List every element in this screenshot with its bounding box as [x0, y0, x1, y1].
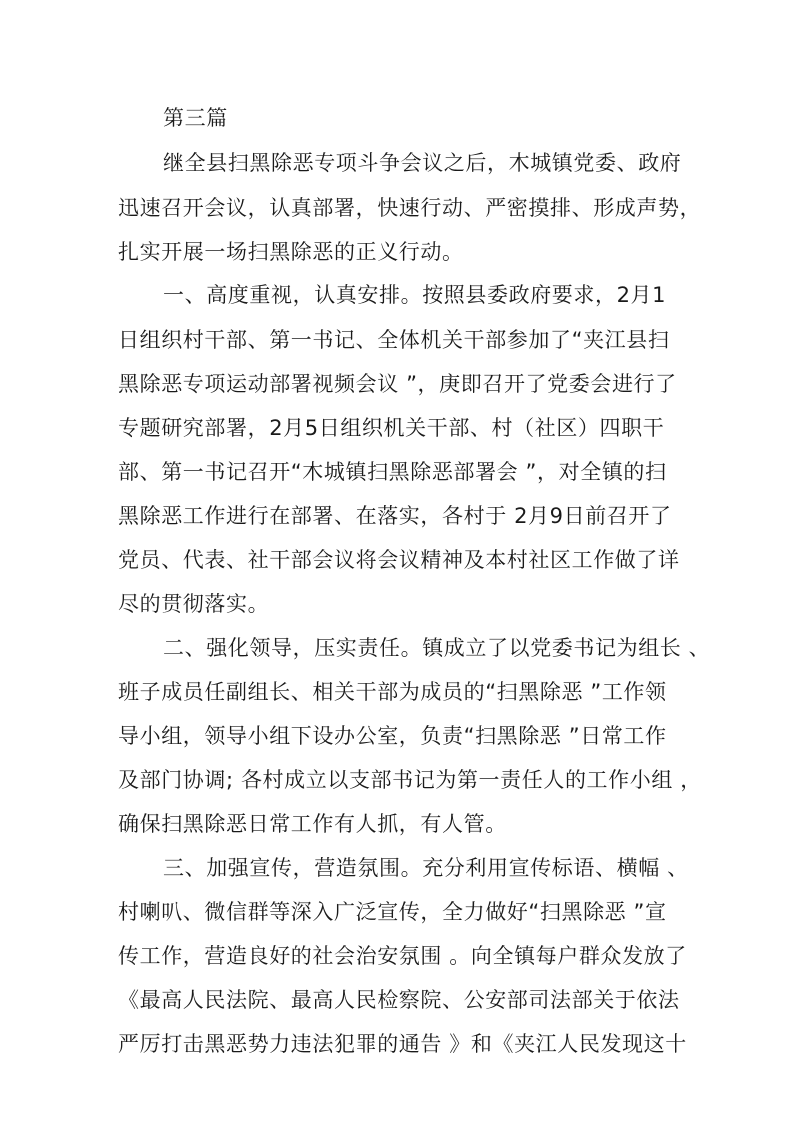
paragraph-three-line: 传工作，营造良好的社会治安氛围 。向全镇每户群众发放了: [118, 944, 687, 968]
paragraph-one-line: 部、第一书记召开“木城镇扫黑除恶部署会 ”，对全镇的扫: [118, 460, 667, 484]
paragraph-three-line: 村喇叭、微信群等深入广泛宣传，全力做好“扫黑除恶 ”宣: [118, 900, 667, 924]
document-heading: 第三篇: [163, 106, 228, 130]
paragraph-one-line: 日组织村干部、第一书记、全体机关干部参加了“夹江县扫: [118, 328, 670, 352]
paragraph-two-line: 二、强化领导，压实责任。镇成立了以党委书记为组长 、: [163, 636, 711, 660]
paragraph-one-line: 黑除恶专项运动部署视频会议 ”，庚即召开了党委会进行了: [118, 372, 677, 396]
paragraph-two-line: 确保扫黑除恶日常工作有人抓，有人管。: [118, 812, 507, 836]
paragraph-one-line: 党员、代表、社干部会议将会议精神及本村社区工作做了详: [118, 548, 680, 572]
paragraph-intro-line: 迅速召开会议，认真部署，快速行动、严密摸排、形成声势，: [118, 196, 702, 220]
paragraph-intro-line: 继全县扫黑除恶专项斗争会议之后，木城镇党委、政府: [163, 151, 682, 175]
paragraph-three-line: 三、加强宣传，营造氛围。充分利用宣传标语、横幅 、: [163, 856, 689, 880]
paragraph-three-line: 《最高人民法院、最高人民检察院、公安部司法部关于依法: [118, 988, 680, 1012]
paragraph-one-line: 一、高度重视，认真安排。按照县委政府要求，2月1: [163, 283, 667, 307]
paragraph-two-line: 导小组，领导小组下设办公室，负责“扫黑除恶 ”日常工作: [118, 724, 667, 748]
paragraph-one-line: 尽的贯彻落实。: [118, 592, 270, 616]
paragraph-one-line: 黑除恶工作进行在部署、在落实，各村于 2月9日前召开了: [118, 504, 672, 528]
paragraph-three-line: 严厉打击黑恶势力违法犯罪的通告 》和《夹江人民发现这十: [118, 1032, 687, 1056]
paragraph-one-line: 专题研究部署，2月5日组织机关干部、村（社区）四职干: [118, 416, 665, 440]
paragraph-intro-line: 扎实开展一场扫黑除恶的正义行动。: [118, 240, 464, 264]
paragraph-two-line: 班子成员任副组长、相关干部为成员的“扫黑除恶 ”工作领: [118, 680, 667, 704]
paragraph-two-line: 及部门协调; 各村成立以支部书记为第一责任人的工作小组 ，: [118, 768, 702, 792]
